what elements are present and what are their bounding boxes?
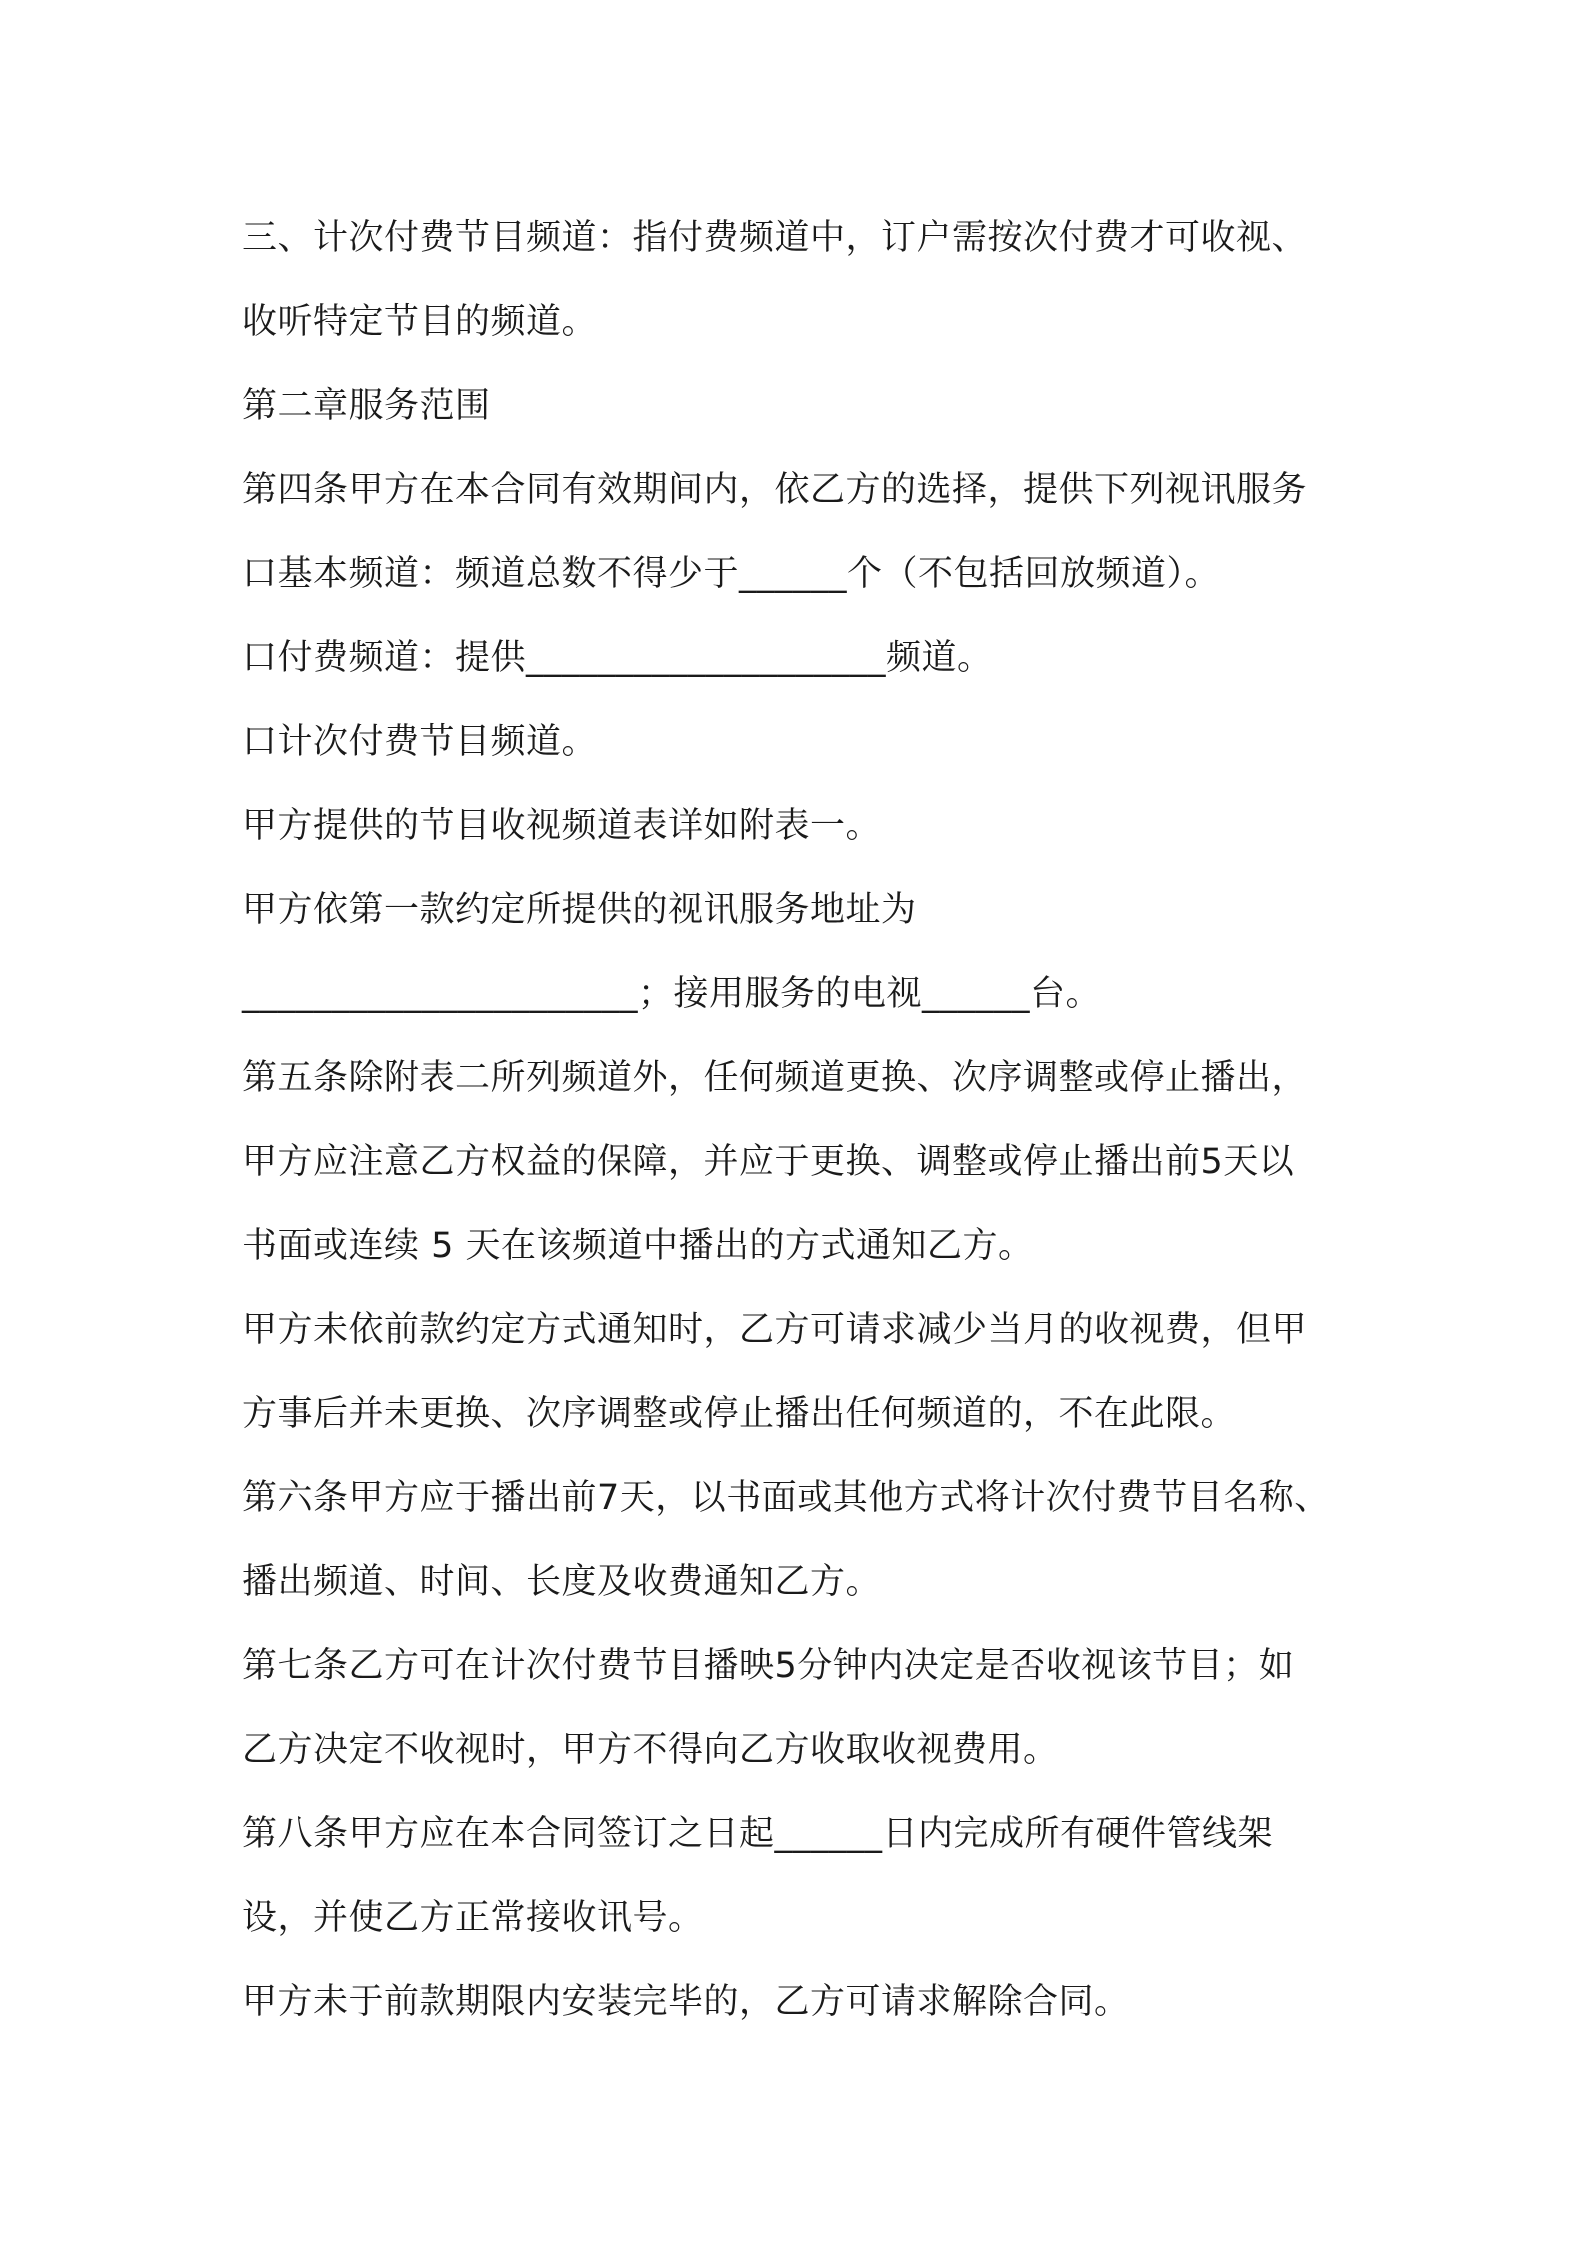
option-line: 口计次付费节目频道。 bbox=[242, 722, 598, 762]
text-line: ______________________；接用服务的电视______台。 bbox=[242, 974, 1102, 1014]
text-line: 第四条甲方在本合同有效期间内，依乙方的选择，提供下列视讯服务 bbox=[242, 470, 1308, 510]
option-line: 口付费频道：提供____________________频道。 bbox=[242, 638, 993, 678]
text-line: 方事后并未更换、次序调整或停止播出任何频道的，不在此限。 bbox=[242, 1394, 1237, 1434]
text-line: 甲方依第一款约定所提供的视讯服务地址为 bbox=[242, 890, 917, 930]
text-line: 收听特定节目的频道。 bbox=[242, 302, 598, 342]
contract-body bbox=[242, 196, 1382, 2044]
option-line: 口基本频道：频道总数不得少于______个（不包括回放频道）。 bbox=[242, 554, 1221, 594]
text-line: 第七条乙方可在计次付费节目播映5分钟内决定是否收视该节目；如 bbox=[242, 1646, 1295, 1686]
text-line: 甲方未依前款约定方式通知时，乙方可请求减少当月的收视费，但甲 bbox=[242, 1310, 1308, 1350]
text-line: 第六条甲方应于播出前7天，以书面或其他方式将计次付费节目名称、 bbox=[242, 1478, 1330, 1518]
text-line: 三、计次付费节目频道：指付费频道中，订户需按次付费才可收视、 bbox=[242, 218, 1308, 258]
text-line: 第五条除附表二所列频道外，任何频道更换、次序调整或停止播出， bbox=[242, 1058, 1308, 1098]
text-line: 甲方提供的节目收视频道表详如附表一。 bbox=[242, 806, 882, 846]
text-line: 甲方应注意乙方权益的保障，并应于更换、调整或停止播出前5天以 bbox=[242, 1142, 1295, 1182]
text-line: 播出频道、时间、长度及收费通知乙方。 bbox=[242, 1562, 882, 1602]
text-line: 第八条甲方应在本合同签订之日起______日内完成所有硬件管线架 bbox=[242, 1814, 1274, 1854]
text-line: 乙方决定不收视时，甲方不得向乙方收取收视费用。 bbox=[242, 1730, 1059, 1770]
text-line: 设，并使乙方正常接收讯号。 bbox=[242, 1898, 704, 1938]
text-line: 书面或连续 5 天在该频道中播出的方式通知乙方。 bbox=[242, 1226, 1034, 1266]
text-line: 甲方未于前款期限内安装完毕的，乙方可请求解除合同。 bbox=[242, 1982, 1130, 2022]
chapter-heading: 第二章服务范围 bbox=[242, 386, 491, 426]
